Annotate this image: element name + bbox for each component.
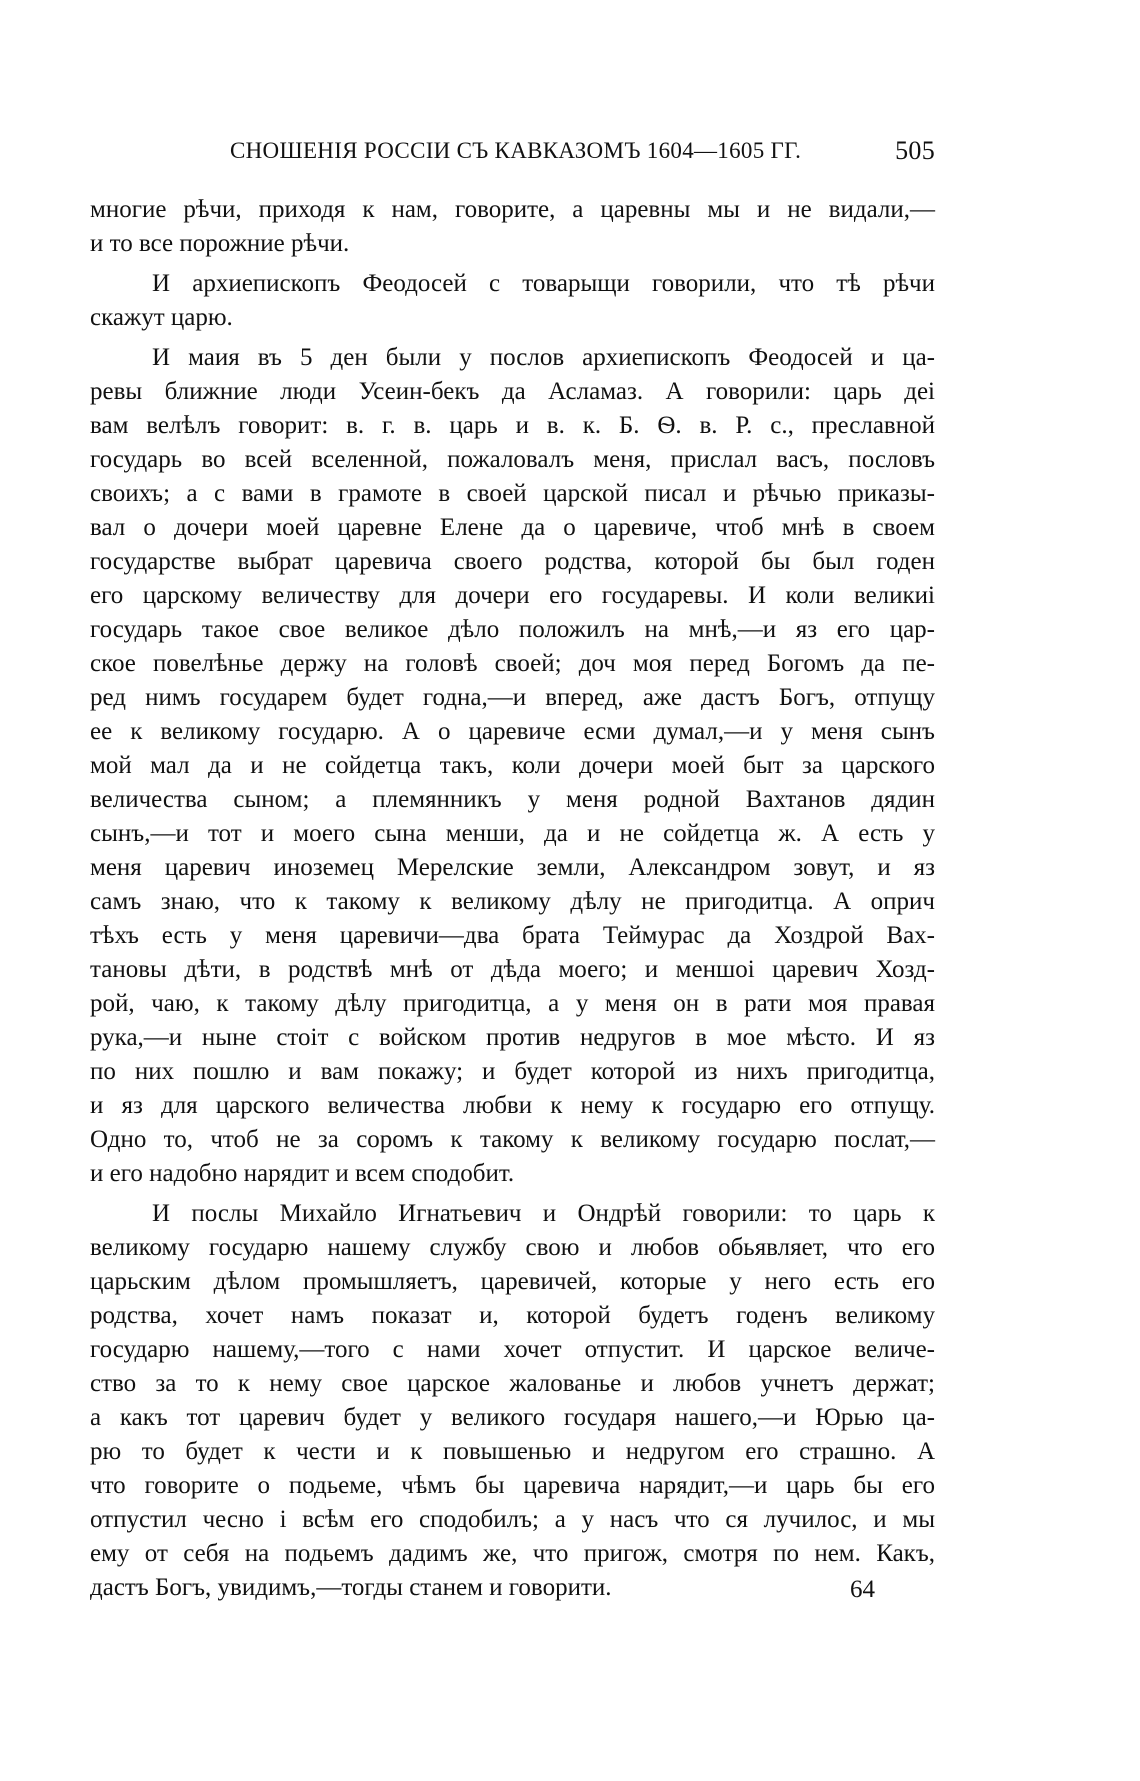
text-line: Одно то, чтоб не за соромъ к такому к великому государю послат,— [90,1126,935,1153]
text-line: государстве выбрат царевича своего родства, которой бы был годен [90,548,935,575]
text-line: меня царевич иноземец Мерелские земли, Александром зовут, и яз [90,854,935,881]
text-line: рой, чаю, к такому дѣлу пригодитца, а у меня он в рати моя правая [90,990,935,1017]
paragraph-1 [90,193,935,261]
text-line: государю нашему,—того с нами хочет отпустит. И царское величе- [90,1336,935,1363]
text-line: великому государю нашему службу свою и любов обьявляет, что его [90,1234,935,1261]
running-head [230,133,935,169]
text-line: что говорите о подьеме, чѣмъ бы царевича нарядит,—и царь бы его [90,1472,935,1499]
text-line: дастъ Богъ, увидимъ,—тогды станем и говорити. [90,1574,612,1601]
paragraph-4 [90,1197,935,1605]
text-line: своихъ; а с вами в грамоте в своей царской писал и рѣчью приказы- [90,480,935,507]
text-line: ред нимъ государем будет годна,—и вперед, аже дастъ Богъ, отпущу [90,684,935,711]
text-line: ему от себя на подьемъ дадимъ же, что пригож, смотря по нем. Какъ, [90,1540,935,1567]
text-line: ревы ближние люди Усеин-бекъ да Асламаз. А говорили: царь деі [90,378,935,405]
text-line: тѣхъ есть у меня царевичи—два брата Теймурас да Хоздрой Вах- [90,922,935,949]
running-title: СНОШЕНІЯ РОССІИ СЪ КАВКАЗОМЪ 1604—1605 ГГ. [230,138,802,163]
text-line: скажут царю. [90,304,233,331]
text-line: родства, хочет намъ показат и, которой будетъ годенъ великому [90,1302,935,1329]
text-line: по них пошлю и вам покажу; и будет которой из нихъ пригодитца, [90,1058,935,1085]
paragraph-2 [90,267,935,335]
text-line: самъ знаю, что к такому к великому дѣлу не пригодитца. А оприч [90,888,935,915]
text-line: многие рѣчи, приходя к нам, говорите, а царевны мы и не видали,— [90,196,935,223]
text-line: и его надобно нарядит и всем сподобит. [90,1160,515,1187]
text-line: ское повелѣнье держу на головѣ своей; доч моя перед Богомъ да пе- [90,650,935,677]
text-line: а какъ тот царевич будет у великого государя нашего,—и Юрью ца- [90,1404,935,1431]
text-line: рука,—и ныне стоіт с войском против недругов в мое мѣсто. И яз [90,1024,935,1051]
signature-mark: 64 [850,1576,875,1603]
text-line: сынъ,—и тот и моего сына менши, да и не сойдетца ж. А есть у [90,820,935,847]
text-line: величества сыном; а племянникъ у меня родной Вахтанов дядин [90,786,935,813]
text-line: вал о дочери моей царевне Елене да о царевиче, чтоб мнѣ в своем [90,514,935,541]
text-line: И архиепископъ Феодосей с товарыщи говорили, что тѣ рѣчи [152,270,935,297]
body-text [90,193,935,1605]
text-line: ство за то к нему свое царское жалованье и любов учнетъ держат; [90,1370,935,1397]
text-line: его царскому величеству для дочери его государевы. И коли великиі [90,582,935,609]
text-line: тановы дѣти, в родствѣ мнѣ от дѣда моего; и меншоі царевич Хозд- [90,956,935,983]
text-line: и то все порожние рѣчи. [90,230,350,257]
text-line: рю то будет к чести и к повышенью и недругом его страшно. А [90,1438,935,1465]
text-line: государь такое свое великое дѣло положилъ на мнѣ,—и яз его цар- [90,616,935,643]
text-line: государь во всей вселенной, пожаловалъ меня, прислал васъ, пословъ [90,446,935,473]
text-line: и яз для царского величества любви к нему к государю его отпущу. [90,1092,935,1119]
text-line: мой мал да и не сойдетца такъ, коли дочери моей быт за царского [90,752,935,779]
page-number: 505 [895,136,935,165]
text-line: И послы Михайло Игнатьевич и Ондрѣй говорили: то царь к [152,1200,935,1227]
paragraph-3 [90,341,935,1191]
text-line: отпустил чесно і всѣм его сподобилъ; а у насъ что ся лучилос, и мы [90,1506,935,1533]
text-line: ее к великому государю. А о царевиче есми думал,—и у меня сынъ [90,718,935,745]
text-line: И маия въ 5 ден были у послов архиепископъ Феодосей и ца- [152,344,935,371]
text-line: вам велѣлъ говорит: в. г. в. царь и в. к. Б. Ѳ. в. Р. с., преславной [90,412,935,439]
text-line: царьским дѣлом промышляетъ, царевичей, которые у него есть его [90,1268,935,1295]
